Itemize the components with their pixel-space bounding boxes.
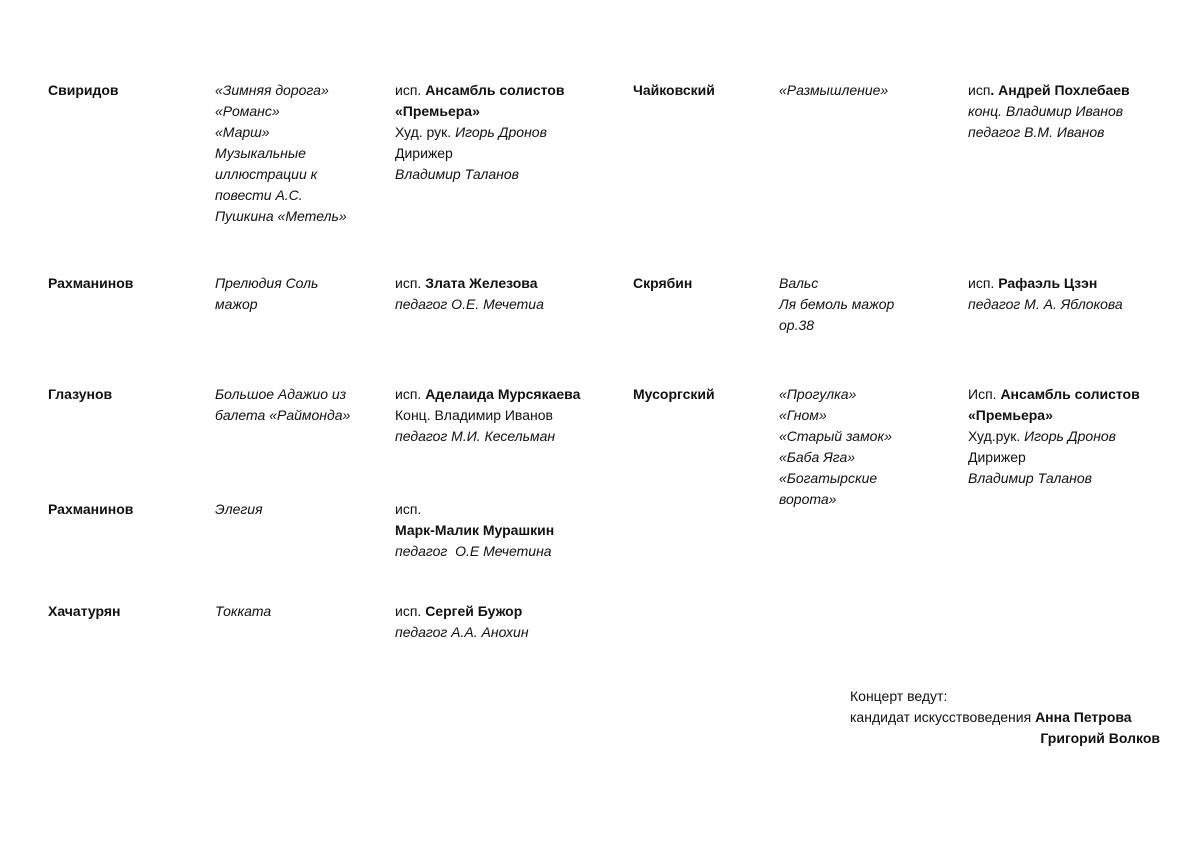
performer-name-cont: «Премьера»	[395, 103, 480, 119]
performer-block	[968, 384, 1140, 489]
teacher: педагог О.Е Мечетина	[395, 543, 552, 559]
performer-prefix: исп.	[968, 275, 995, 291]
performer-name: Марк-Малик Мурашкин	[395, 522, 555, 538]
work-title	[215, 273, 318, 315]
performer-prefix: исп.	[395, 82, 422, 98]
accompanist: конц. Владимир Иванов	[968, 103, 1124, 119]
work-title	[779, 80, 888, 101]
work-line: Токката	[215, 603, 272, 619]
teacher: педагог А.А. Анохин	[395, 624, 529, 640]
work-line: балета «Раймонда»	[215, 407, 351, 423]
composer-name: Рахманинов	[48, 275, 134, 291]
performer-block	[395, 499, 554, 562]
work-title	[215, 384, 350, 426]
lead-name: Игорь Дронов	[1024, 428, 1116, 444]
work-title	[215, 80, 347, 227]
performer-prefix: Исп.	[968, 386, 997, 402]
conductor-label: Дирижер	[968, 449, 1026, 465]
composer-name: Чайковский	[633, 82, 715, 98]
composer-name: Скрябин	[633, 275, 693, 291]
composer-name: Рахманинов	[48, 501, 134, 517]
performer-prefix: исп.	[395, 603, 422, 619]
hosts-title: Концерт ведут:	[850, 688, 948, 704]
performer-prefix: исп.	[395, 501, 422, 517]
work-line: «Зимняя дорога»	[215, 82, 329, 98]
performer-prefix: исп	[968, 82, 991, 98]
performer-block	[395, 601, 529, 643]
composer-name: Свиридов	[48, 82, 119, 98]
conductor-name: Владимир Таланов	[395, 166, 519, 182]
accompanist: Конц. Владимир Иванов	[395, 407, 553, 423]
host1-prefix: кандидат искусствоведения	[850, 709, 1032, 725]
hosts-block	[850, 686, 1160, 749]
teacher: педагог О.Е. Мечетиа	[395, 296, 544, 312]
work-line: повести А.С.	[215, 187, 303, 203]
performer-block	[395, 273, 544, 315]
work-title	[215, 601, 271, 622]
lead-name: Игорь Дронов	[455, 124, 547, 140]
teacher: педагог В.М. Иванов	[968, 124, 1105, 140]
performer-name: Рафаэль Цзэн	[998, 275, 1098, 291]
lead-label: Худ.рук.	[968, 428, 1021, 444]
performer-block	[395, 384, 580, 447]
performer-name-cont: «Премьера»	[968, 407, 1053, 423]
work-line: «Романс»	[215, 103, 280, 119]
work-line: Музыкальные	[215, 145, 306, 161]
host1-name: Анна Петрова	[1035, 709, 1132, 725]
work-line: «Марш»	[215, 124, 270, 140]
composer-name: Мусоргский	[633, 386, 715, 402]
performer-name: Ансамбль солистов	[425, 82, 565, 98]
work-line: «Размышление»	[779, 82, 889, 98]
conductor-label: Дирижер	[395, 145, 453, 161]
work-line: «Прогулка»	[779, 386, 857, 402]
work-line: «Баба Яга»	[779, 449, 856, 465]
work-line: Прелюдия Соль	[215, 275, 319, 291]
performer-prefix: исп.	[395, 275, 422, 291]
work-line: ворота»	[779, 491, 837, 507]
work-line: Вальс	[779, 275, 819, 291]
performer-name: . Андрей Похлебаев	[990, 82, 1130, 98]
performer-block	[395, 80, 564, 185]
work-line: «Богатырские	[779, 470, 878, 486]
performer-name: Ансамбль солистов	[1000, 386, 1140, 402]
work-line: мажор	[215, 296, 258, 312]
host2-name: Григорий Волков	[1040, 730, 1160, 746]
work-line: «Гном»	[779, 407, 827, 423]
lead-label: Худ. рук.	[395, 124, 452, 140]
work-line: ор.38	[779, 317, 815, 333]
work-title	[215, 499, 263, 520]
work-line: иллюстрации к	[215, 166, 318, 182]
work-title	[779, 273, 894, 336]
work-line: Ля бемоль мажор	[779, 296, 895, 312]
performer-block	[968, 273, 1123, 315]
performer-name: Аделаида Мурсякаева	[425, 386, 581, 402]
composer-name: Глазунов	[48, 386, 113, 402]
performer-name: Сергей Бужор	[425, 603, 523, 619]
work-line: Пушкина «Метель»	[215, 208, 347, 224]
composer-name: Хачатурян	[48, 603, 121, 619]
performer-block	[968, 80, 1130, 143]
teacher: педагог М.И. Кесельман	[395, 428, 556, 444]
work-line: Большое Адажио из	[215, 386, 347, 402]
performer-name: Злата Железова	[425, 275, 538, 291]
performer-prefix: исп.	[395, 386, 422, 402]
conductor-name: Владимир Таланов	[968, 470, 1092, 486]
work-line: «Старый замок»	[779, 428, 892, 444]
work-title	[779, 384, 892, 510]
work-line: Элегия	[215, 501, 263, 517]
teacher: педагог М. А. Яблокова	[968, 296, 1123, 312]
